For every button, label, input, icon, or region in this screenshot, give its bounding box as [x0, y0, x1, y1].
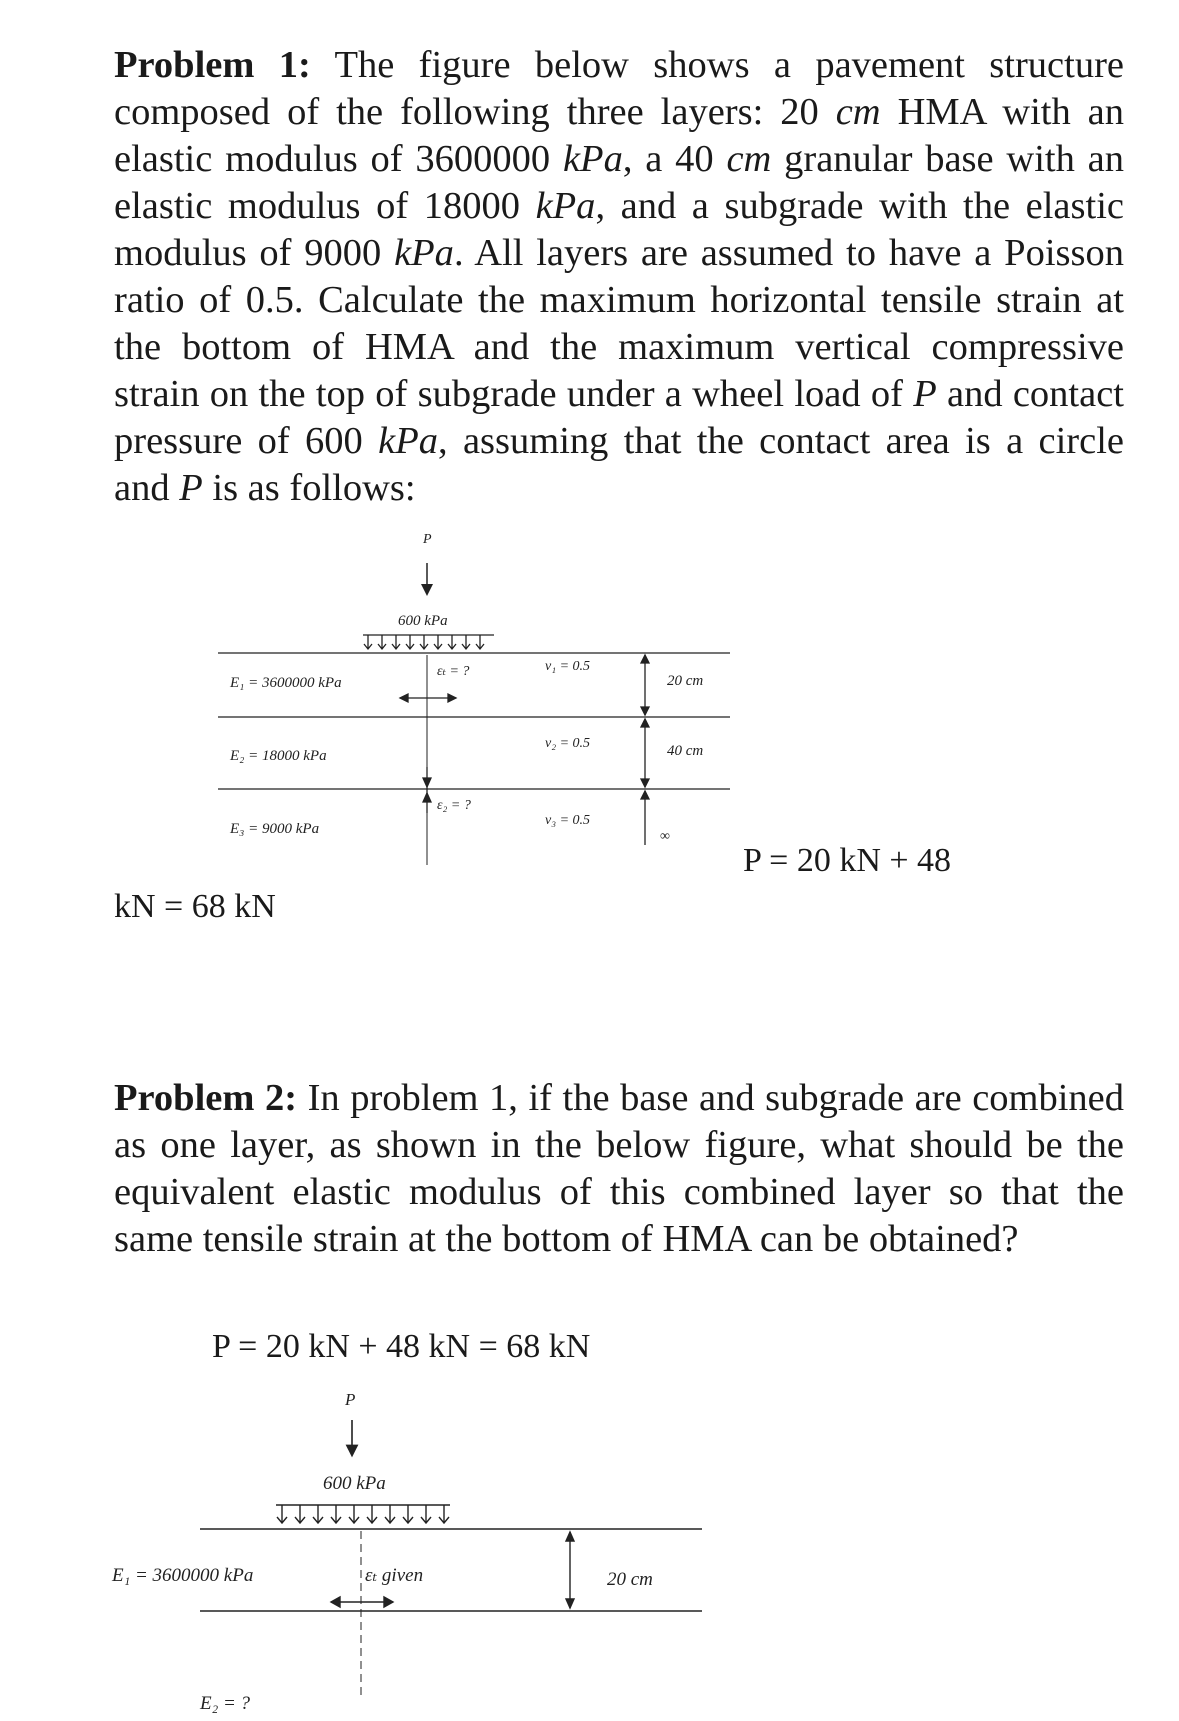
- pavement-figure-2: [0, 1375, 1179, 1721]
- thickness-1: 20 cm: [667, 673, 704, 689]
- thickness-3: ∞: [660, 829, 670, 844]
- poisson-2: ν₂ = 0.5: [545, 736, 591, 751]
- unit: cm: [835, 91, 881, 133]
- tensile-strain-label: εₜ = ?: [437, 664, 470, 679]
- poisson-1: ν₁ = 0.5: [545, 659, 591, 674]
- pressure-label: 600 kPa: [398, 613, 448, 629]
- tensile-strain-arrow-icon: [400, 694, 456, 702]
- tensile-strain-label: εₜ given: [365, 1565, 424, 1586]
- load-equation-part-1: P = 20 kN + 48: [743, 842, 952, 879]
- load-label: P: [345, 1390, 356, 1409]
- p1-seg: , assuming that the contact area is a circle and: [114, 420, 1125, 509]
- pressure-arrows-icon: [276, 1505, 450, 1523]
- pavement-figure-1: [0, 515, 1179, 885]
- load-label: P: [423, 532, 432, 547]
- p1-seg: , a 40: [622, 138, 727, 180]
- problem-2-text: [114, 1075, 1124, 1263]
- p1-seg: , and a subgrade with the elastic modulus of 9000: [114, 185, 1124, 274]
- poisson-3: ν₃ = 0.5: [545, 813, 591, 828]
- vertical-strain-label: ε₂ = ?: [437, 798, 471, 813]
- load-equation-2: P = 20 kN + 48 kN = 68 kN: [212, 1328, 591, 1365]
- vertical-strain-arrow-icon: [423, 767, 431, 813]
- problem-1-heading: Problem 1:: [114, 44, 311, 86]
- p1-seg: granular base with an elastic modulus of 18000: [114, 138, 1124, 227]
- thickness-2: 40 cm: [667, 743, 704, 759]
- p1-seg: HMA with an elastic modulus of 3600000: [114, 91, 1125, 180]
- variable: P: [179, 467, 203, 509]
- problem-1-text: [114, 42, 1124, 512]
- problem-2-body: In problem 1, if the base and subgrade are combined as one layer, as shown in the below figure, what should be the equivalent elastic modulus of this combined layer so that the same tensile strain at the bottom of HMA can be obtained?: [114, 1077, 1125, 1260]
- tensile-strain-arrow-icon: [331, 1597, 393, 1607]
- layer2-modulus: E₂ = ?: [200, 1693, 251, 1714]
- unit: kPa: [394, 232, 454, 274]
- pressure-arrows-icon: [363, 635, 494, 649]
- p1-seg: . All layers are assumed to have a Poisson ratio of 0.5. Calculate the maximum horizontal tensile strain at the bottom of HMA and the maximum vertical compressive strain on the top of subgrade under a wheel load of: [114, 232, 1124, 415]
- thickness-dimension-icon: [641, 655, 649, 845]
- layer3-modulus: E₃ = 9000 kPa: [230, 821, 320, 837]
- unit: kPa: [535, 185, 596, 227]
- load-equation-part-2: kN = 68 kN: [114, 888, 276, 925]
- pressure-label: 600 kPa: [323, 1473, 386, 1494]
- p1-seg: The figure below shows a pavement structure composed of the following three layers: 20: [114, 44, 1124, 133]
- thickness-dimension-icon: [566, 1532, 574, 1608]
- p1-seg: is as follows:: [202, 467, 416, 509]
- problem-2-heading: Problem 2:: [114, 1077, 298, 1119]
- thickness-1: 20 cm: [607, 1569, 653, 1590]
- unit: cm: [726, 138, 772, 180]
- p1-seg: and contact pressure of 600: [114, 373, 1124, 462]
- unit: kPa: [562, 138, 623, 180]
- layer1-modulus: E₁ = 3600000 kPa: [112, 1565, 254, 1586]
- layer2-modulus: E₂ = 18000 kPa: [230, 748, 327, 764]
- layer1-modulus: E₁ = 3600000 kPa: [230, 675, 342, 691]
- unit: kPa: [378, 420, 438, 462]
- variable: P: [913, 373, 937, 415]
